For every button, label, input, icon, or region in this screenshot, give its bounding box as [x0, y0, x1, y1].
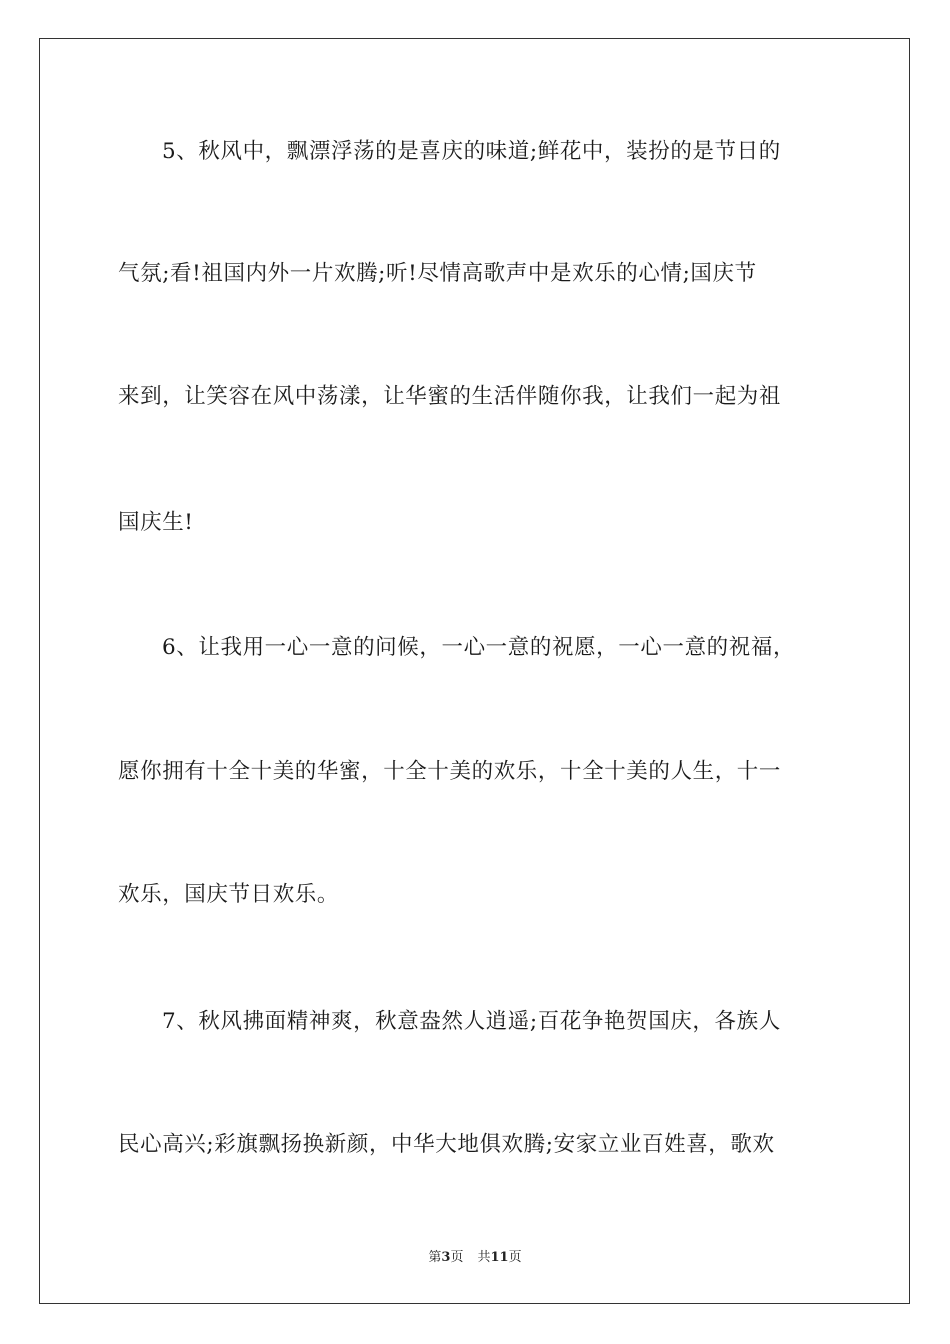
paragraph-line: 5、秋风中，飘漂浮荡的是喜庆的味道;鲜花中，装扮的是节日的 — [162, 139, 781, 164]
page-number: 3 — [441, 1250, 451, 1265]
page-prefix: 第 — [428, 1250, 442, 1265]
paragraph-line: 愿你拥有十全十美的华蜜，十全十美的欢乐，十全十美的人生，十一 — [118, 759, 782, 784]
total-prefix: 共 — [477, 1250, 491, 1265]
paragraph-line: 来到，让笑容在风中荡漾，让华蜜的生活伴随你我，让我们一起为祖 — [118, 384, 782, 409]
page-footer — [0, 1246, 950, 1265]
page-frame — [39, 38, 910, 1304]
paragraph-line: 7、秋风拂面精神爽，秋意盎然人逍遥;百花争艳贺国庆，各族人 — [162, 1009, 781, 1034]
page-suffix: 页 — [450, 1250, 464, 1265]
paragraph-line: 国庆生! — [118, 510, 194, 535]
paragraph-line: 气氛;看!祖国内外一片欢腾;听!尽情高歌声中是欢乐的心情;国庆节 — [118, 261, 757, 286]
total-pages: 11 — [490, 1250, 509, 1265]
total-suffix: 页 — [508, 1250, 522, 1265]
paragraph-line: 欢乐，国庆节日欢乐。 — [118, 882, 340, 907]
paragraph-line: 6、让我用一心一意的问候，一心一意的祝愿，一心一意的祝福， — [162, 635, 796, 660]
paragraph-line: 民心高兴;彩旗飘扬换新颜，中华大地俱欢腾;安家立业百姓喜，歌欢 — [118, 1132, 775, 1157]
